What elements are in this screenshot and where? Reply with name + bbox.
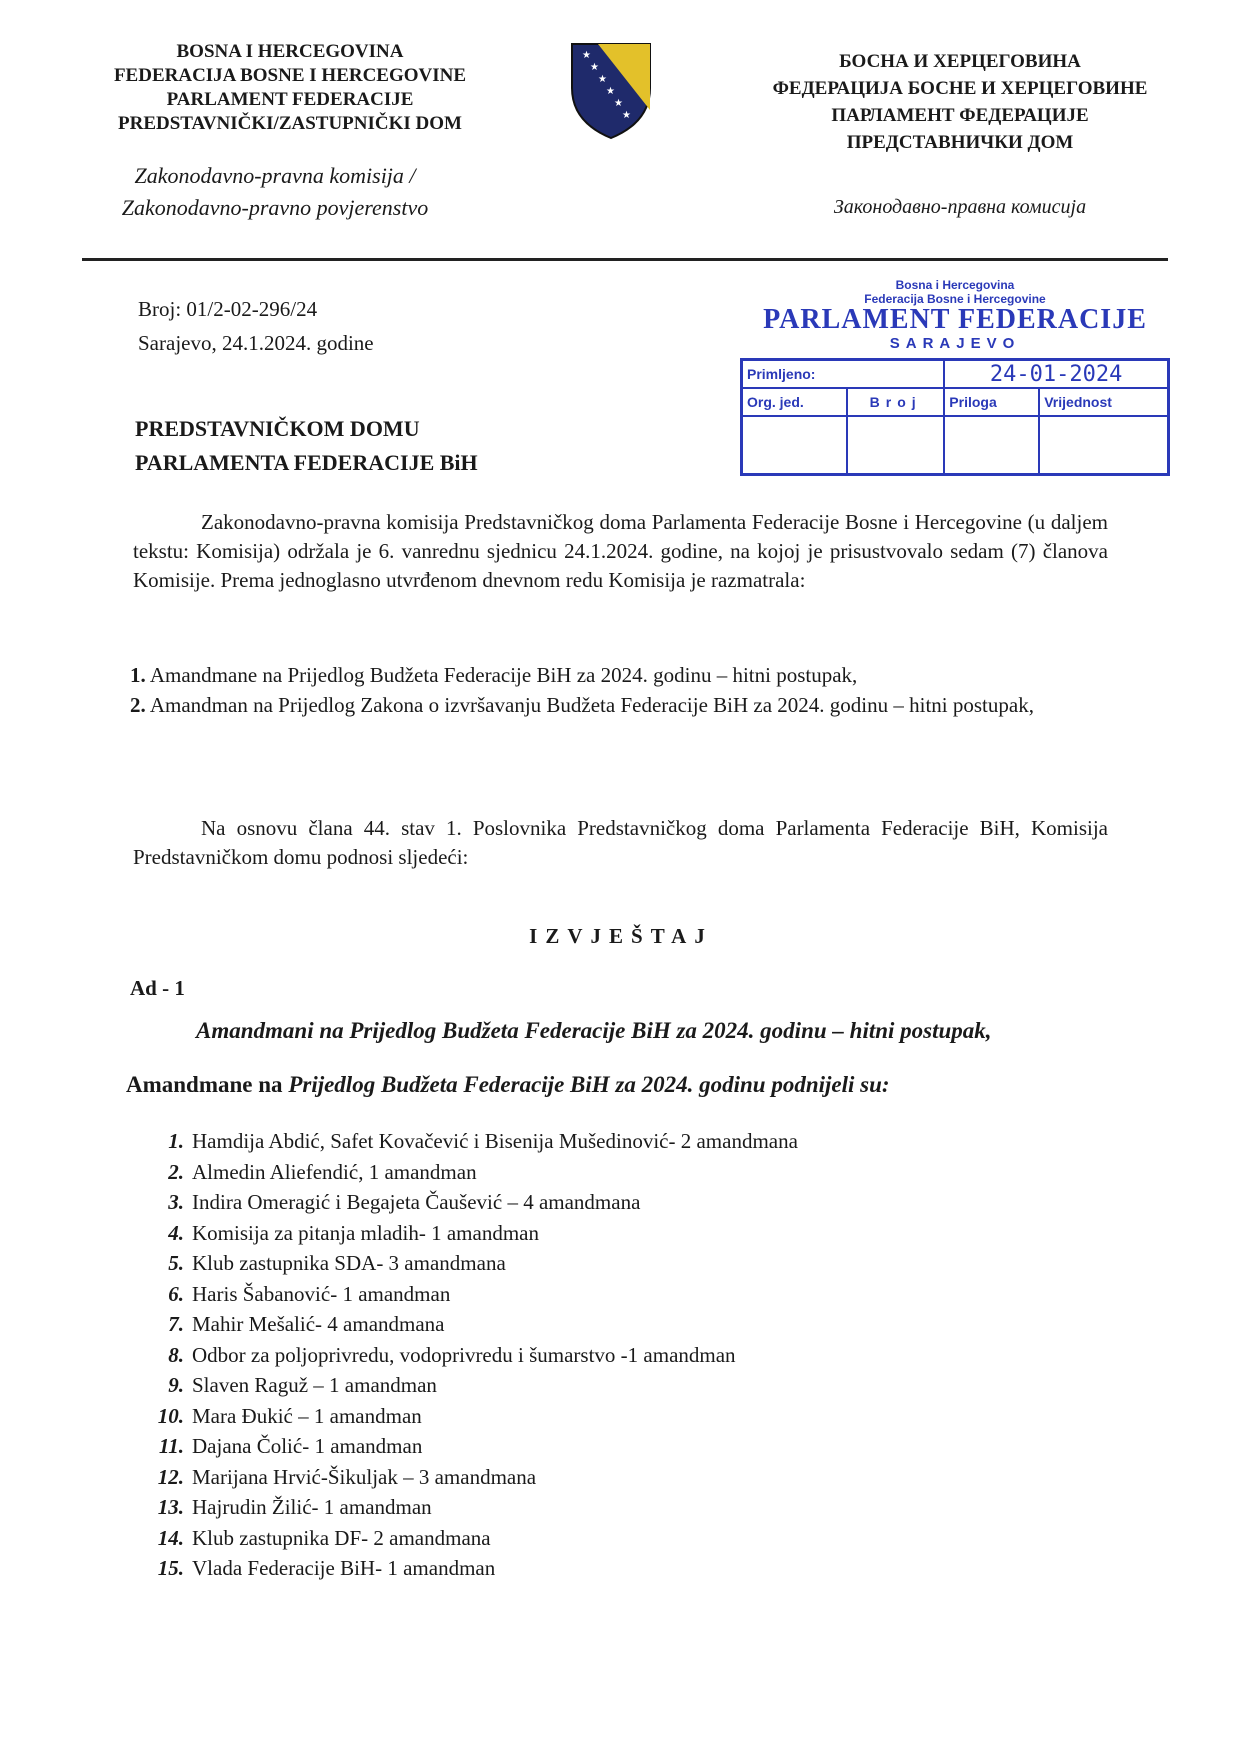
stamp-table (740, 358, 1170, 476)
ad-label: Ad - 1 (130, 976, 185, 1000)
amendment-list (148, 1126, 798, 1584)
list-item (148, 1523, 798, 1554)
svg-text:★: ★ (622, 110, 631, 121)
list-item-number: 1. (168, 1129, 184, 1153)
stamp-cell (847, 416, 944, 475)
agenda-item (130, 660, 1110, 690)
list-item-text: Mahir Mešalić- 4 amandmana (192, 1312, 445, 1336)
list-item-number: 6. (168, 1281, 184, 1306)
subtitle-line: Zakonodavno-pravno povjerenstvo (121, 195, 429, 220)
coat-of-arms-icon (568, 40, 654, 140)
list-item-text: Klub zastupnika SDA- 3 amandmana (192, 1251, 506, 1275)
stamp-line: Federacija Bosne i Hercegovine (864, 292, 1046, 306)
report-title: IZVJEŠTAJ (529, 924, 713, 948)
header-right-line: ПРЕДСТАВНИЧКИ ДОМ (846, 132, 1074, 153)
list-item-number: 5. (168, 1251, 184, 1275)
stamp-col-priloga: Priloga (944, 388, 1039, 416)
list-item-number: 3. (168, 1190, 184, 1214)
basis-paragraph: Na osnovu člana 44. stav 1. Poslovnika Predstavničkog doma Parlamenta Federacije BiH, Komisija Predstavničkom domu podnosi sljedeći: (133, 816, 1108, 869)
stamp-cell (1039, 416, 1168, 475)
stamp-city: SARAJEVO (889, 335, 1021, 352)
stamp-received-date: 24-01-2024 (944, 360, 1168, 389)
subtitle-line: Zakonodavno-pravna komisija / (134, 163, 416, 188)
document-number: Broj: 01/2-02-296/24 (138, 297, 318, 321)
list-item (148, 1401, 798, 1432)
stamp-cell (944, 416, 1039, 475)
svg-text:★: ★ (582, 50, 591, 61)
list-item (148, 1553, 798, 1584)
svg-text:★: ★ (614, 98, 623, 109)
list-item-number: 15. (157, 1556, 184, 1580)
header-right-line: ПАРЛАМЕНТ ФЕДЕРАЦИЈЕ (831, 105, 1089, 126)
list-item (148, 1187, 798, 1218)
header-left-subtitle (40, 160, 510, 224)
agenda-item-number: 2. (130, 693, 146, 717)
svg-text:★: ★ (606, 86, 615, 97)
stamp-col-vrijednost: Vrijednost (1039, 388, 1168, 416)
list-item-number: 2. (168, 1159, 184, 1184)
list-item-text: Haris Šabanović- 1 amandman (192, 1281, 451, 1306)
header-right-subtitle: Законодавно-правна комисија (833, 196, 1087, 218)
recipient-line: PREDSTAVNIČKOM DOMU (135, 416, 420, 441)
submitters-heading (126, 1072, 890, 1098)
header-left-line: PARLAMENT FEDERACIJE (166, 89, 414, 110)
list-item (148, 1279, 798, 1310)
recipient-line: PARLAMENTA FEDERACIJE BiH (135, 450, 478, 475)
list-item-text: Mara Đukić – 1 amandman (192, 1403, 422, 1428)
list-item-text: Indira Omeragić i Begajeta Čaušević – 4 amandmana (192, 1190, 641, 1214)
list-item-text: Vlada Federacije BiH- 1 amandman (192, 1556, 496, 1580)
list-item-text: Klub zastupnika DF- 2 amandmana (192, 1525, 491, 1550)
list-item-text: Komisija za pitanja mladih- 1 amandman (192, 1220, 539, 1245)
list-item-number: 13. (157, 1495, 184, 1519)
list-item-text: Odbor za poljoprivredu, vodoprivredu i šumarstvo -1 amandman (192, 1342, 736, 1367)
agenda-item (130, 690, 1110, 720)
list-item-number: 12. (157, 1464, 184, 1489)
list-item-number: 8. (168, 1342, 184, 1367)
stamp-line: Bosna i Hercegovina (895, 278, 1015, 292)
document-date: Sarajevo, 24.1.2024. godine (138, 331, 374, 355)
header-left-line: PREDSTAVNIČKI/ZASTUPNIČKI DOM (118, 113, 462, 134)
list-item-text: Dajana Čolić- 1 amandman (192, 1434, 423, 1458)
submitters-prefix: Amandmane na (126, 1072, 283, 1097)
list-item-text: Almedin Aliefendić, 1 amandman (192, 1159, 477, 1184)
header-divider (82, 258, 1168, 261)
agenda-item-text: Amandmane na Prijedlog Budžeta Federacije BiH za 2024. godinu – hitni postupak, (149, 663, 858, 687)
list-item-text: Marijana Hrvić-Šikuljak – 3 amandmana (192, 1464, 537, 1489)
list-item (148, 1340, 798, 1371)
list-item (148, 1492, 798, 1523)
agenda-item-number: 1. (130, 663, 146, 687)
header-right-line: БОСНА И ХЕРЦЕГОВИНА (839, 51, 1081, 72)
list-item-number: 14. (157, 1525, 184, 1550)
svg-text:★: ★ (590, 62, 599, 73)
list-item (148, 1431, 798, 1462)
document-meta (138, 292, 374, 360)
list-item (148, 1309, 798, 1340)
list-item-number: 4. (168, 1220, 184, 1245)
header-left (60, 40, 520, 136)
stamp-col-broj: Broj (847, 388, 944, 416)
list-item (148, 1126, 798, 1157)
list-item (148, 1248, 798, 1279)
list-item-number: 9. (168, 1373, 184, 1397)
list-item-text: Hajrudin Žilić- 1 amandman (192, 1495, 432, 1519)
agenda-list (130, 660, 1110, 720)
list-item-number: 11. (158, 1434, 184, 1458)
list-item-number: 10. (157, 1403, 184, 1428)
stamp-received-label: Primljeno: (742, 360, 945, 389)
header-right (720, 48, 1200, 156)
intro-paragraph: Zakonodavno-pravna komisija Predstavničkog doma Parlamenta Federacije Bosne i Hercegovine (u daljem tekstu: Komisija) održala je 6. vanrednu sjednicu 24.1.2024. godine, na kojoj je prisustvovalo sedam (7) članova Komisije. Prema jednoglasno utvrđenom dnevnom redu Komisija je razmatrala: (133, 510, 1108, 592)
svg-text:★: ★ (598, 74, 607, 85)
received-stamp (740, 278, 1170, 476)
stamp-col-org: Org. jed. (742, 388, 848, 416)
list-item-number: 7. (168, 1312, 184, 1336)
list-item (148, 1370, 798, 1401)
list-item-text: Hamdija Abdić, Safet Kovačević i Bisenija Mušedinović- 2 amandmana (192, 1129, 798, 1153)
stamp-cell (742, 416, 848, 475)
list-item (148, 1218, 798, 1249)
agenda-item-text: Amandman na Prijedlog Zakona o izvršavanju Budžeta Federacije BiH za 2024. godinu – hitni postupak, (149, 693, 1034, 717)
header-left-line: FEDERACIJA BOSNE I HERCEGOVINE (113, 65, 467, 86)
recipient (135, 412, 478, 480)
submitters-rest: Prijedlog Budžeta Federacije BiH za 2024. godinu podnijeli su: (288, 1072, 890, 1097)
header-left-line: BOSNA I HERCEGOVINA (176, 41, 404, 62)
list-item (148, 1462, 798, 1493)
list-item (148, 1157, 798, 1188)
stamp-title: PARLAMENT FEDERACIJE (763, 304, 1147, 335)
header-right-line: ФЕДЕРАЦИЈА БОСНЕ И ХЕРЦЕГОВИНЕ (772, 78, 1148, 99)
ad-title: Amandmani na Prijedlog Budžeta Federacije BiH za 2024. godinu – hitni postupak, (196, 1018, 992, 1043)
list-item-text: Slaven Raguž – 1 amandman (192, 1373, 437, 1397)
